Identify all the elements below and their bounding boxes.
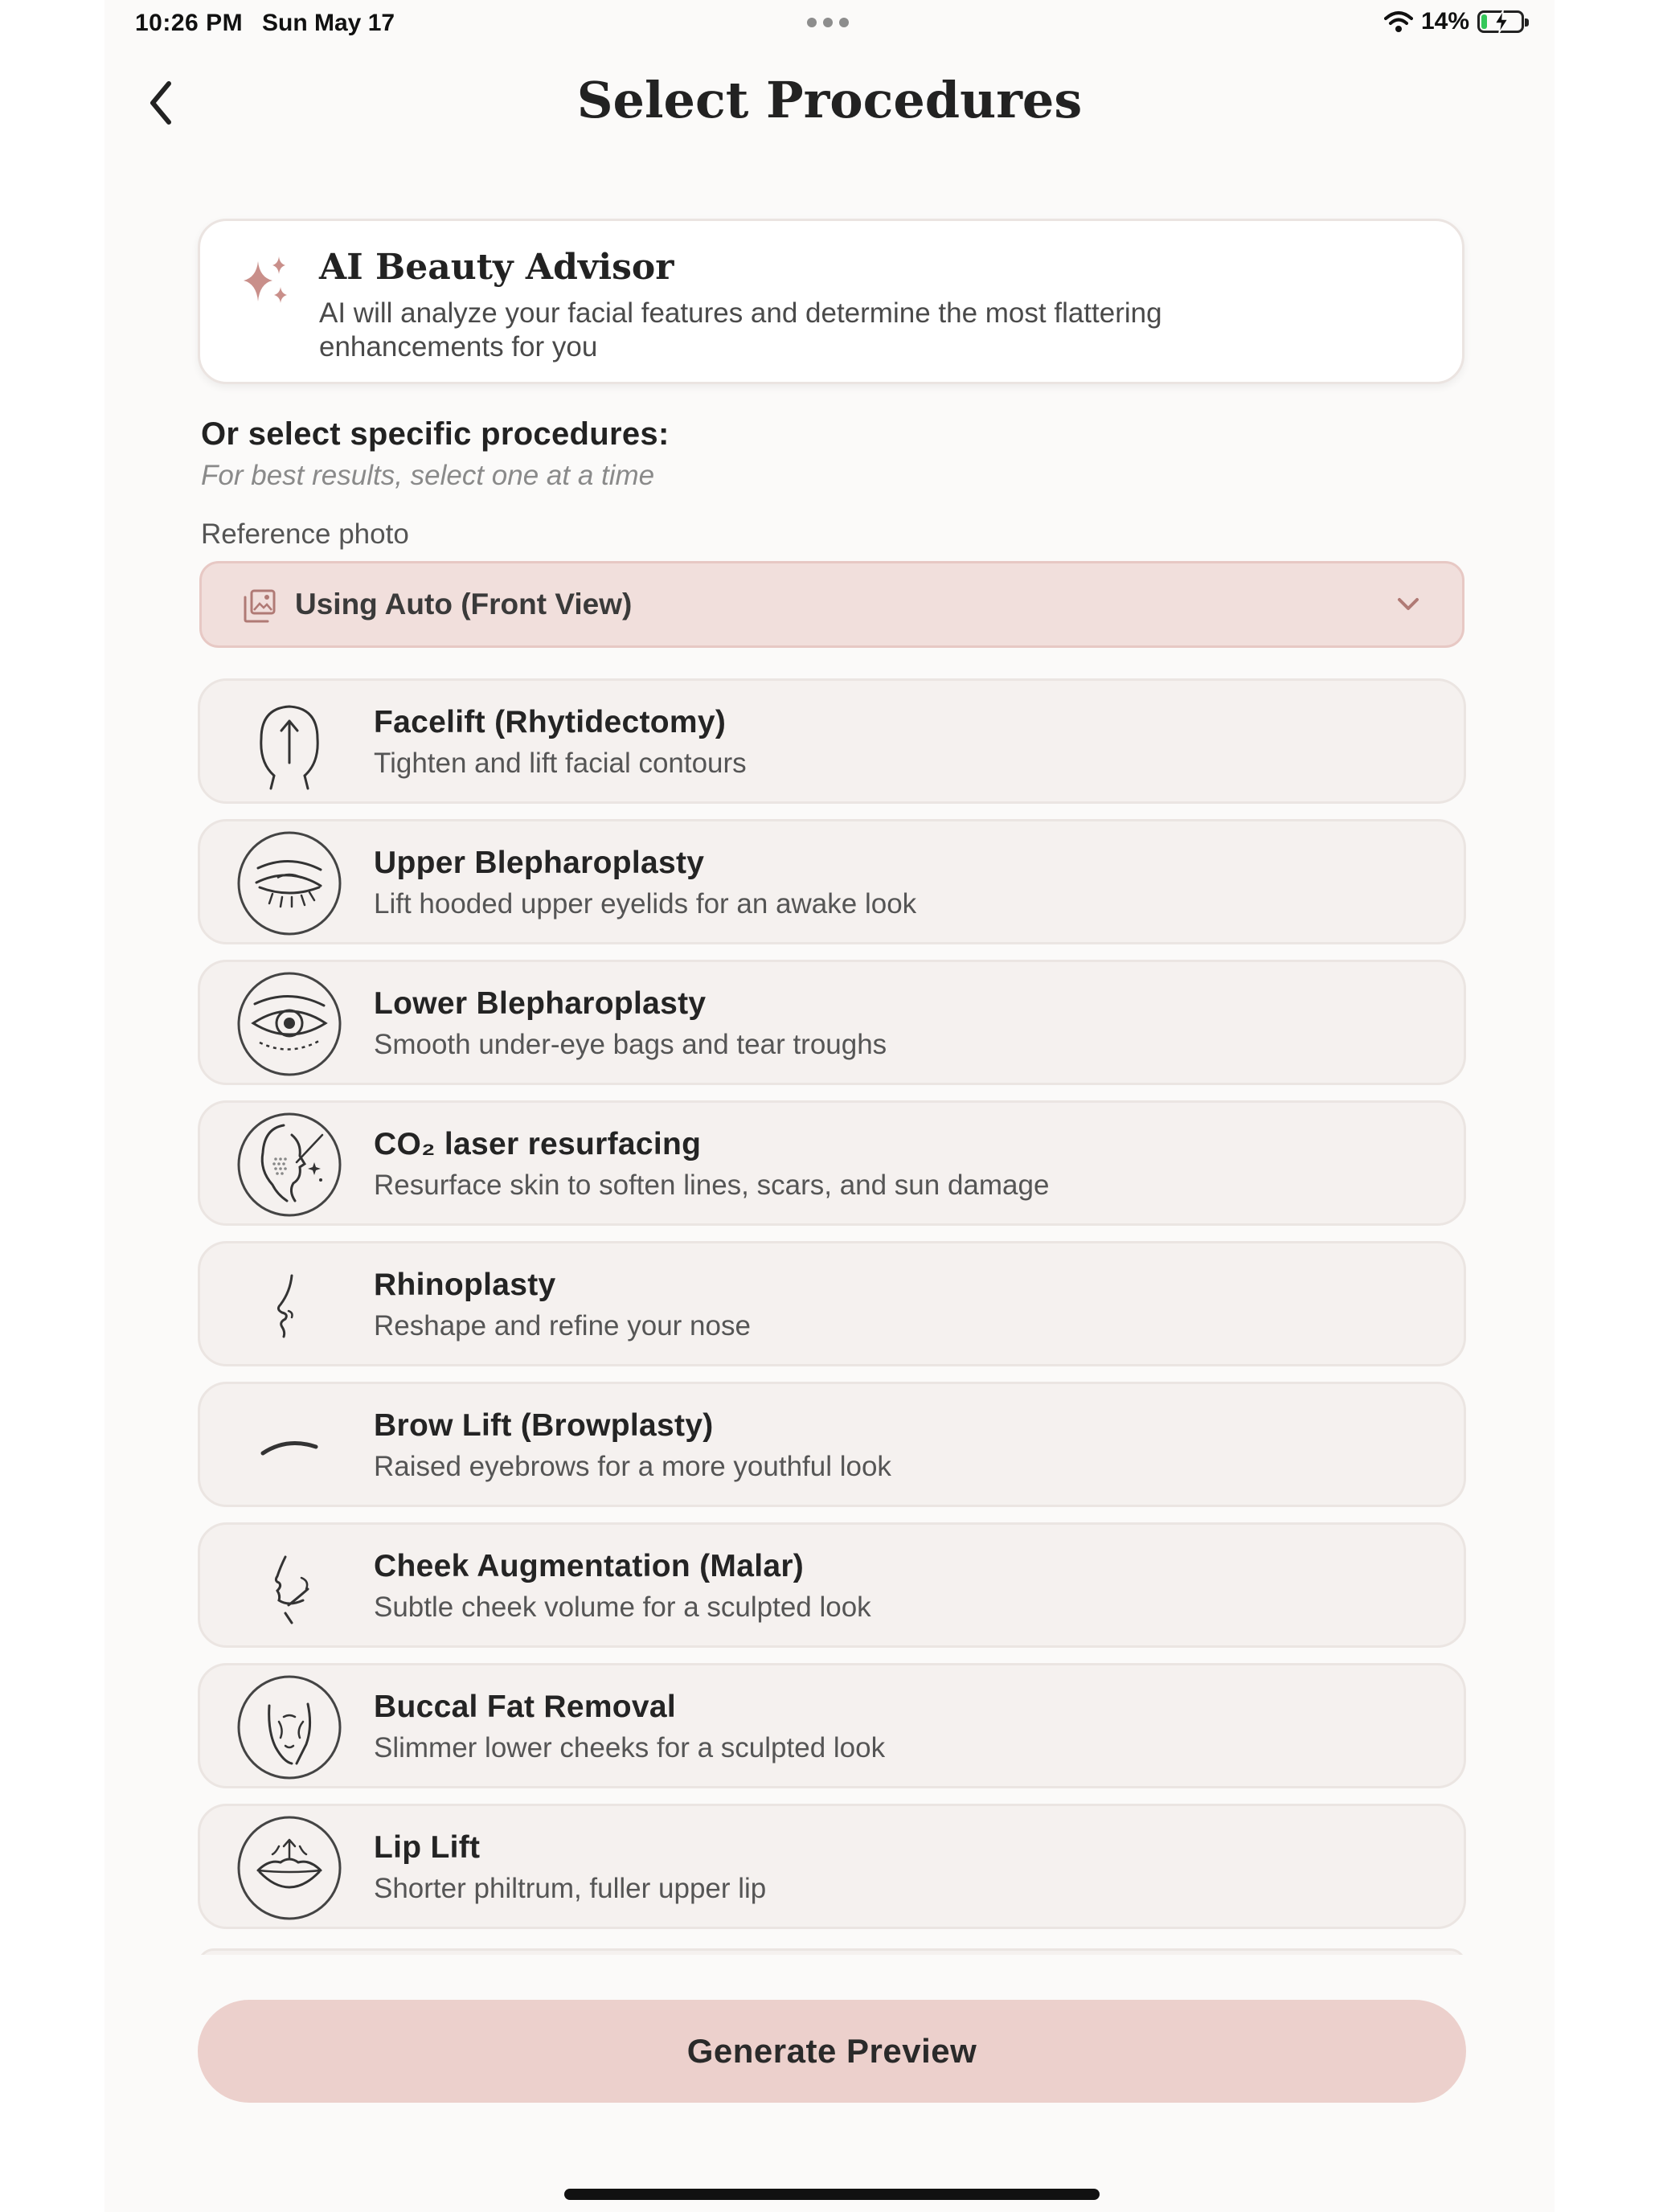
status-time: 10:26 PM — [135, 10, 244, 36]
procedure-card-buccal-fat-removal[interactable] — [198, 1663, 1466, 1788]
procedure-title: Buccal Fat Removal — [374, 1690, 677, 1724]
reference-photo-label: Reference photo — [201, 518, 409, 550]
procedure-list[interactable] — [198, 678, 1466, 1955]
status-date: Sun May 17 — [262, 10, 395, 36]
procedure-card-upper-blepharoplasty[interactable] — [198, 819, 1466, 944]
procedure-card-cheek-augmentation[interactable] — [198, 1522, 1466, 1648]
procedure-description: Tighten and lift facial contours — [374, 748, 747, 779]
procedure-card-rhinoplasty[interactable] — [198, 1241, 1466, 1366]
face-lift-icon — [236, 689, 343, 797]
section-subtitle: For best results, select one at a time — [201, 460, 655, 491]
home-indicator[interactable] — [564, 2189, 1100, 2200]
procedure-card-lower-blepharoplasty[interactable] — [198, 960, 1466, 1085]
procedure-title: Rhinoplasty — [374, 1268, 556, 1302]
procedure-description: Lift hooded upper eyelids for an awake look — [374, 888, 917, 920]
charging-bolt-icon — [1493, 10, 1510, 34]
status-indicators — [1384, 8, 1524, 35]
photo-library-icon — [242, 588, 277, 625]
eyebrow-icon — [236, 1392, 343, 1500]
procedure-description: Subtle cheek volume for a sculpted look — [374, 1591, 871, 1623]
page-title: Select Procedures — [576, 71, 1083, 129]
procedure-description: Shorter philtrum, fuller upper lip — [374, 1873, 767, 1904]
procedure-card-facelift[interactable] — [198, 678, 1466, 804]
battery-fill — [1481, 14, 1487, 29]
generate-preview-button[interactable]: Generate Preview — [198, 2000, 1466, 2103]
lower-eyelid-icon — [236, 970, 343, 1078]
chevron-down-icon — [1395, 594, 1422, 615]
sparkles-icon — [239, 253, 295, 309]
upper-eyelid-icon — [236, 830, 343, 937]
procedure-card-brow-lift[interactable] — [198, 1382, 1466, 1507]
procedure-description: Slimmer lower cheeks for a sculpted look — [374, 1732, 886, 1763]
lips-icon — [236, 1814, 343, 1922]
advisor-title: AI Beauty Advisor — [319, 247, 674, 288]
procedure-title: Lower Blepharoplasty — [374, 986, 707, 1021]
left-margin — [0, 0, 104, 2212]
laser-face-icon — [236, 1111, 343, 1219]
battery-icon — [1477, 10, 1524, 33]
procedure-description: Resurface skin to soften lines, scars, and sun damage — [374, 1169, 1050, 1201]
procedure-title: Brow Lift (Browplasty) — [374, 1408, 714, 1443]
procedure-title: Cheek Augmentation (Malar) — [374, 1549, 805, 1583]
reference-photo-select[interactable] — [199, 561, 1464, 648]
advisor-description: AI will analyze your facial features and determine the most flattering enhancements for you — [319, 297, 1162, 363]
procedure-title: CO₂ laser resurfacing — [374, 1127, 702, 1161]
procedure-title: Lip Lift — [374, 1830, 481, 1865]
procedure-card-partial[interactable] — [198, 1948, 1466, 1955]
right-margin — [1555, 0, 1659, 2212]
battery-percent: 14% — [1420, 8, 1469, 35]
procedure-description: Reshape and refine your nose — [374, 1310, 751, 1342]
procedure-description: Smooth under-eye bags and tear troughs — [374, 1029, 887, 1060]
ai-beauty-advisor-card[interactable] — [198, 219, 1464, 384]
face-contour-icon — [236, 1673, 343, 1781]
wifi-icon — [1384, 10, 1413, 33]
multitasking-dots-icon[interactable] — [807, 18, 849, 27]
section-title: Or select specific procedures: — [201, 416, 670, 452]
reference-select-value: Using Auto (Front View) — [295, 588, 633, 621]
procedure-title: Facelift (Rhytidectomy) — [374, 705, 727, 739]
procedure-card-co2-laser[interactable] — [198, 1100, 1466, 1226]
nose-profile-icon — [236, 1251, 343, 1359]
procedure-description: Raised eyebrows for a more youthful look — [374, 1451, 891, 1482]
procedure-title: Upper Blepharoplasty — [374, 846, 705, 880]
status-bar — [0, 0, 1659, 48]
cheek-profile-icon — [236, 1533, 343, 1641]
procedure-card-lip-lift[interactable] — [198, 1804, 1466, 1929]
